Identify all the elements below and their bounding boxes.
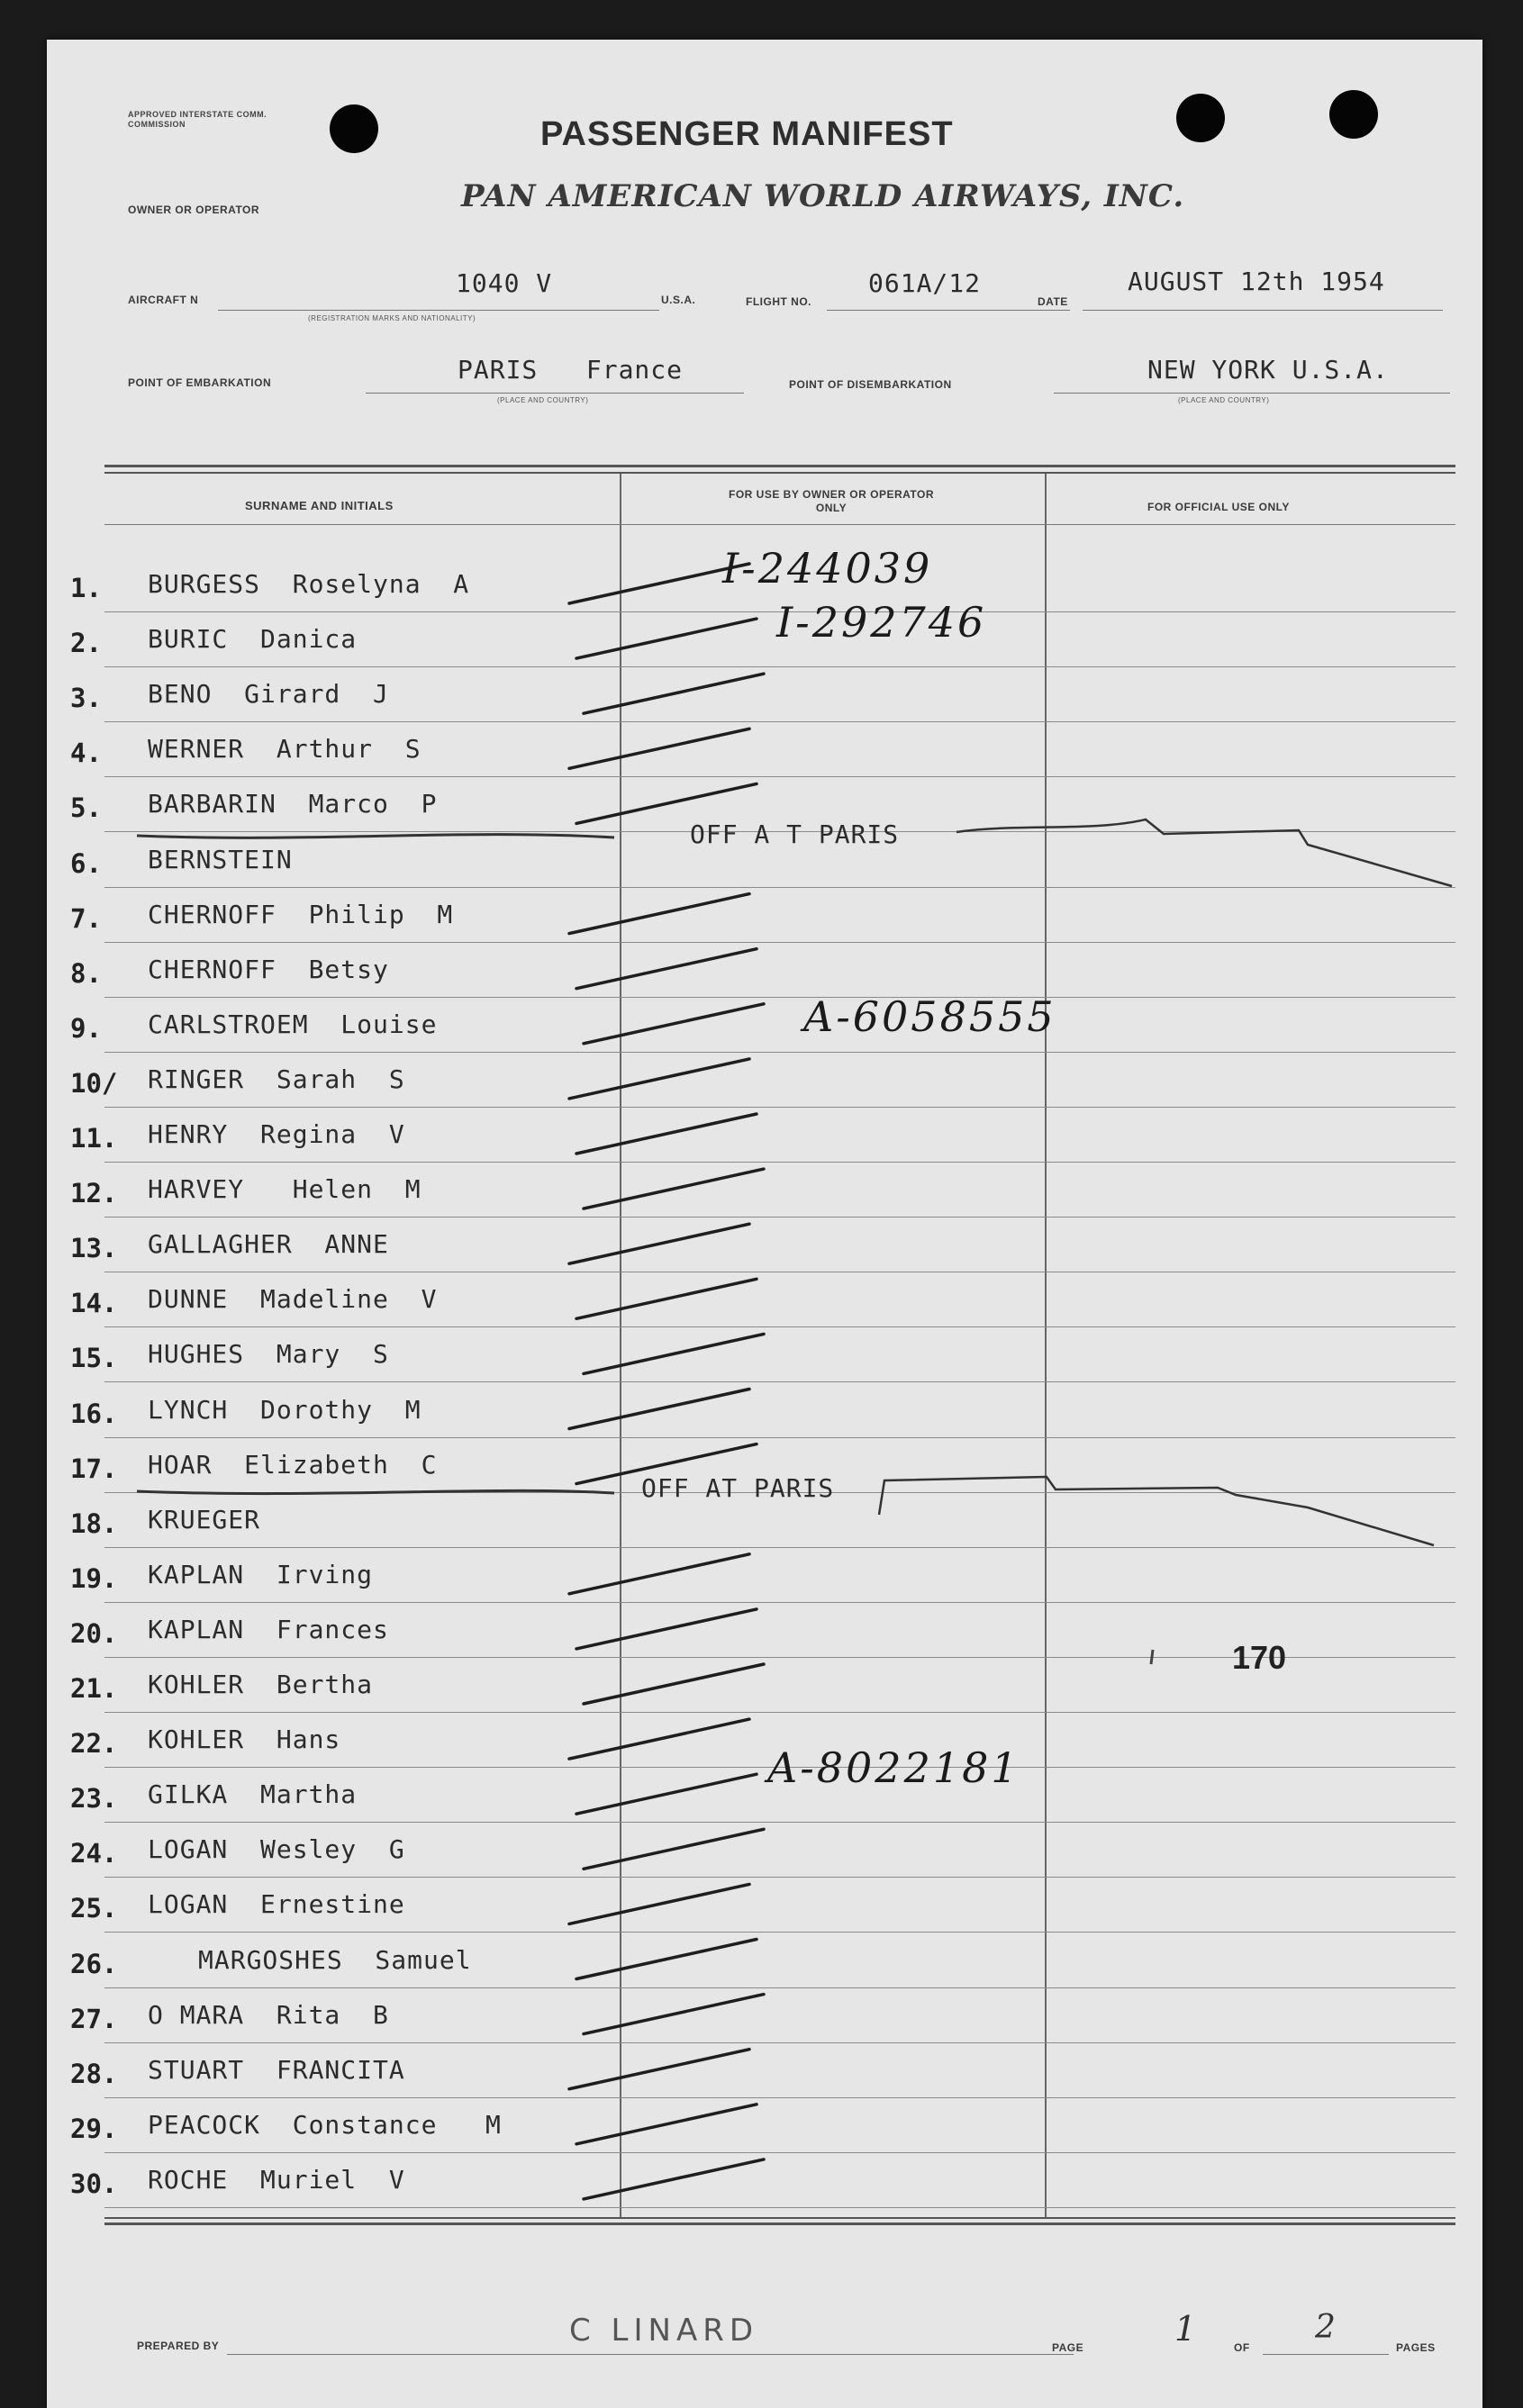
- col-official-header: FOR OFFICIAL USE ONLY: [1147, 501, 1290, 513]
- passenger-name: GILKA Martha: [148, 1779, 358, 1810]
- table-row: [47, 1054, 1482, 1109]
- doc-number-9: A-6058555: [803, 992, 1056, 1041]
- row-number: 1.: [70, 573, 102, 603]
- manifest-sheet: [47, 40, 1482, 2408]
- passenger-name: CHERNOFF Betsy: [148, 954, 389, 984]
- embark-label: POINT OF EMBARKATION: [128, 376, 272, 389]
- registration-label: (REGISTRATION MARKS AND NATIONALITY): [308, 314, 476, 322]
- row-number: 29.: [70, 2113, 118, 2144]
- punch-hole: [330, 104, 378, 153]
- usa-label: U.S.A.: [661, 294, 696, 306]
- row-rule: [104, 2207, 1455, 2208]
- row-number: 13.: [70, 1233, 118, 1264]
- row-number: 8.: [70, 957, 102, 989]
- row-number: 5.: [70, 792, 102, 824]
- row-number: 3.: [70, 683, 102, 714]
- passenger-name: KRUEGER: [148, 1504, 261, 1534]
- doc-number-1: I-244039: [722, 544, 933, 593]
- row-number: 4.: [70, 738, 102, 769]
- doc-number-2: I-292746: [776, 598, 987, 647]
- disembark-sub: (PLACE AND COUNTRY): [1178, 396, 1270, 404]
- passenger-name: ROCHE Muriel V: [148, 2164, 405, 2195]
- row-number: 24.: [70, 1838, 118, 1869]
- punch-hole: [1329, 90, 1378, 139]
- row-rule: [104, 1217, 1455, 1218]
- table-row: [47, 999, 1482, 1054]
- table-row: [47, 1878, 1482, 1933]
- passenger-name: BARBARIN Marco P: [148, 789, 438, 819]
- aircraft-label: AIRCRAFT N: [128, 294, 199, 306]
- table-row: [47, 723, 1482, 778]
- passenger-name: MARGOSHES Samuel: [198, 1944, 472, 1975]
- table-row: [47, 1328, 1482, 1383]
- passenger-name: HUGHES Mary S: [148, 1339, 389, 1370]
- passenger-name: LOGAN Ernestine: [148, 1889, 405, 1920]
- prepared-label: PREPARED BY: [137, 2340, 220, 2352]
- row-number: 7.: [70, 902, 102, 934]
- passenger-name: KAPLAN Frances: [148, 1614, 389, 1644]
- row-rule: [104, 1547, 1455, 1548]
- row-number: 28.: [70, 2058, 118, 2089]
- row-rule: [104, 1877, 1455, 1878]
- off-at-paris-row6: OFF A T PARIS: [690, 819, 900, 849]
- row-rule: [104, 887, 1455, 888]
- table-row: [47, 1824, 1482, 1878]
- passenger-name: DUNNE Madeline V: [148, 1284, 438, 1315]
- row-number: 22.: [70, 1728, 118, 1760]
- row-rule: [104, 666, 1455, 667]
- passenger-name: STUART FRANCITA: [148, 2054, 405, 2085]
- table-row: [47, 1218, 1482, 1273]
- row-rule: [104, 2152, 1455, 2153]
- row-rule: [104, 1602, 1455, 1603]
- row-number: 23.: [70, 1783, 118, 1815]
- row-number: 11.: [70, 1123, 118, 1154]
- passenger-name: HENRY Regina V: [148, 1119, 405, 1149]
- embark-sub: (PLACE AND COUNTRY): [497, 396, 589, 404]
- row-rule: [104, 997, 1455, 998]
- passenger-name: CARLSTROEM Louise: [148, 1009, 438, 1039]
- page-title: PASSENGER MANIFEST: [540, 115, 954, 153]
- table-row: [47, 944, 1482, 999]
- table-row: [47, 1109, 1482, 1163]
- table-row: [47, 1989, 1482, 2044]
- row-number: 21.: [70, 1673, 118, 1704]
- table-row: [47, 889, 1482, 944]
- table-row: [47, 613, 1482, 668]
- table-row: [47, 1384, 1482, 1439]
- row-rule: [104, 1712, 1455, 1713]
- row-rule: [104, 1987, 1455, 1988]
- row-rule: [104, 1932, 1455, 1933]
- passenger-name: KAPLAN Irving: [148, 1559, 374, 1589]
- doc-number-23: A-8022181: [767, 1743, 1020, 1792]
- row-rule: [104, 1107, 1455, 1108]
- row-number: 27.: [70, 2003, 118, 2034]
- passenger-name: HARVEY Helen M: [148, 1174, 422, 1205]
- passenger-name: LOGAN Wesley G: [148, 1834, 405, 1865]
- row-number: 19.: [70, 1562, 118, 1594]
- row-number: 17.: [70, 1453, 118, 1484]
- row-number: 14.: [70, 1288, 118, 1319]
- row-number: 16.: [70, 1398, 118, 1429]
- row-number: 25.: [70, 1893, 118, 1924]
- table-row: [47, 1769, 1482, 1824]
- passenger-name: KOHLER Bertha: [148, 1670, 374, 1699]
- disembark-value: NEW YORK U.S.A.: [1147, 355, 1389, 385]
- row-number: 6.: [70, 847, 102, 879]
- of-label: OF: [1234, 2341, 1250, 2354]
- row-rule: [104, 721, 1455, 722]
- table-row: [47, 1273, 1482, 1328]
- page-value: 1: [1174, 2309, 1197, 2349]
- official-number-row21: 170: [1232, 1639, 1287, 1676]
- table-row: [47, 1714, 1482, 1769]
- table-row: [47, 1163, 1482, 1218]
- prepared-value: C LINARD: [569, 2313, 759, 2349]
- row-rule: [104, 1822, 1455, 1823]
- row-number: 2.: [70, 628, 102, 659]
- col-surname-header: SURNAME AND INITIALS: [245, 499, 394, 512]
- table-row: [47, 2099, 1482, 2154]
- table-row: [47, 1934, 1482, 1989]
- row-number: 15.: [70, 1343, 118, 1374]
- row-rule: [104, 1326, 1455, 1327]
- row-number: 12.: [70, 1178, 118, 1209]
- row-number: 18.: [70, 1507, 118, 1539]
- passenger-name: O MARA Rita B: [148, 1999, 389, 2030]
- passenger-name: BENO Girard J: [148, 679, 389, 710]
- row-number: 30.: [70, 2168, 118, 2199]
- row-rule: [104, 1052, 1455, 1053]
- row-number: 26.: [70, 1948, 118, 1979]
- date-value: AUGUST 12th 1954: [1128, 267, 1385, 296]
- row-rule: [104, 2097, 1455, 2098]
- of-value: 2: [1315, 2309, 1336, 2346]
- passenger-name: HOAR Elizabeth C: [148, 1449, 438, 1480]
- embark-value: PARIS France: [458, 355, 684, 385]
- row-number: 20.: [70, 1617, 118, 1649]
- passenger-name: BURIC Danica: [148, 624, 358, 655]
- row-rule: [104, 1381, 1455, 1382]
- table-row: [47, 2044, 1482, 2099]
- pages-label: PAGES: [1396, 2341, 1436, 2354]
- table-row: [47, 1549, 1482, 1604]
- row-rule: [104, 942, 1455, 943]
- passenger-name: PEACOCK Constance M: [148, 2109, 502, 2140]
- passenger-name: LYNCH Dorothy M: [148, 1394, 422, 1425]
- passenger-name: BERNSTEIN: [148, 844, 293, 874]
- owner-label: OWNER OR OPERATOR: [128, 204, 260, 216]
- aircraft-value: 1040 V: [456, 268, 553, 298]
- row-number: 9.: [70, 1012, 102, 1044]
- owner-value: PAN AMERICAN WORLD AIRWAYS, INC.: [461, 178, 1185, 214]
- row-number: 10/: [70, 1067, 118, 1099]
- row-rule: [104, 2042, 1455, 2043]
- passenger-name: BURGESS Roselyna A: [148, 569, 470, 599]
- date-label: DATE: [1038, 295, 1068, 308]
- disembark-label: POINT OF DISEMBARKATION: [789, 378, 952, 391]
- passenger-name: GALLAGHER ANNE: [148, 1229, 389, 1260]
- table-row: [47, 668, 1482, 723]
- passenger-name: RINGER Sarah S: [148, 1064, 405, 1094]
- flight-label: FLIGHT NO.: [746, 295, 811, 308]
- table-row: [47, 2154, 1482, 2209]
- passenger-name: KOHLER Hans: [148, 1725, 341, 1755]
- flight-value: 061A/12: [868, 268, 982, 298]
- passenger-name: WERNER Arthur S: [148, 734, 422, 765]
- approval-note: APPROVED INTERSTATE COMM. COMMISSION: [128, 110, 267, 129]
- row-rule: [104, 776, 1455, 777]
- punch-hole: [1176, 94, 1225, 142]
- passenger-name: CHERNOFF Philip M: [148, 899, 454, 929]
- page-label: PAGE: [1052, 2341, 1084, 2354]
- col-owner-header: FOR USE BY OWNER OR OPERATOR ONLY: [728, 488, 935, 514]
- row-rule: [104, 1437, 1455, 1438]
- row-rule: [104, 1162, 1455, 1163]
- off-at-paris-row18: OFF AT PARIS: [641, 1473, 835, 1503]
